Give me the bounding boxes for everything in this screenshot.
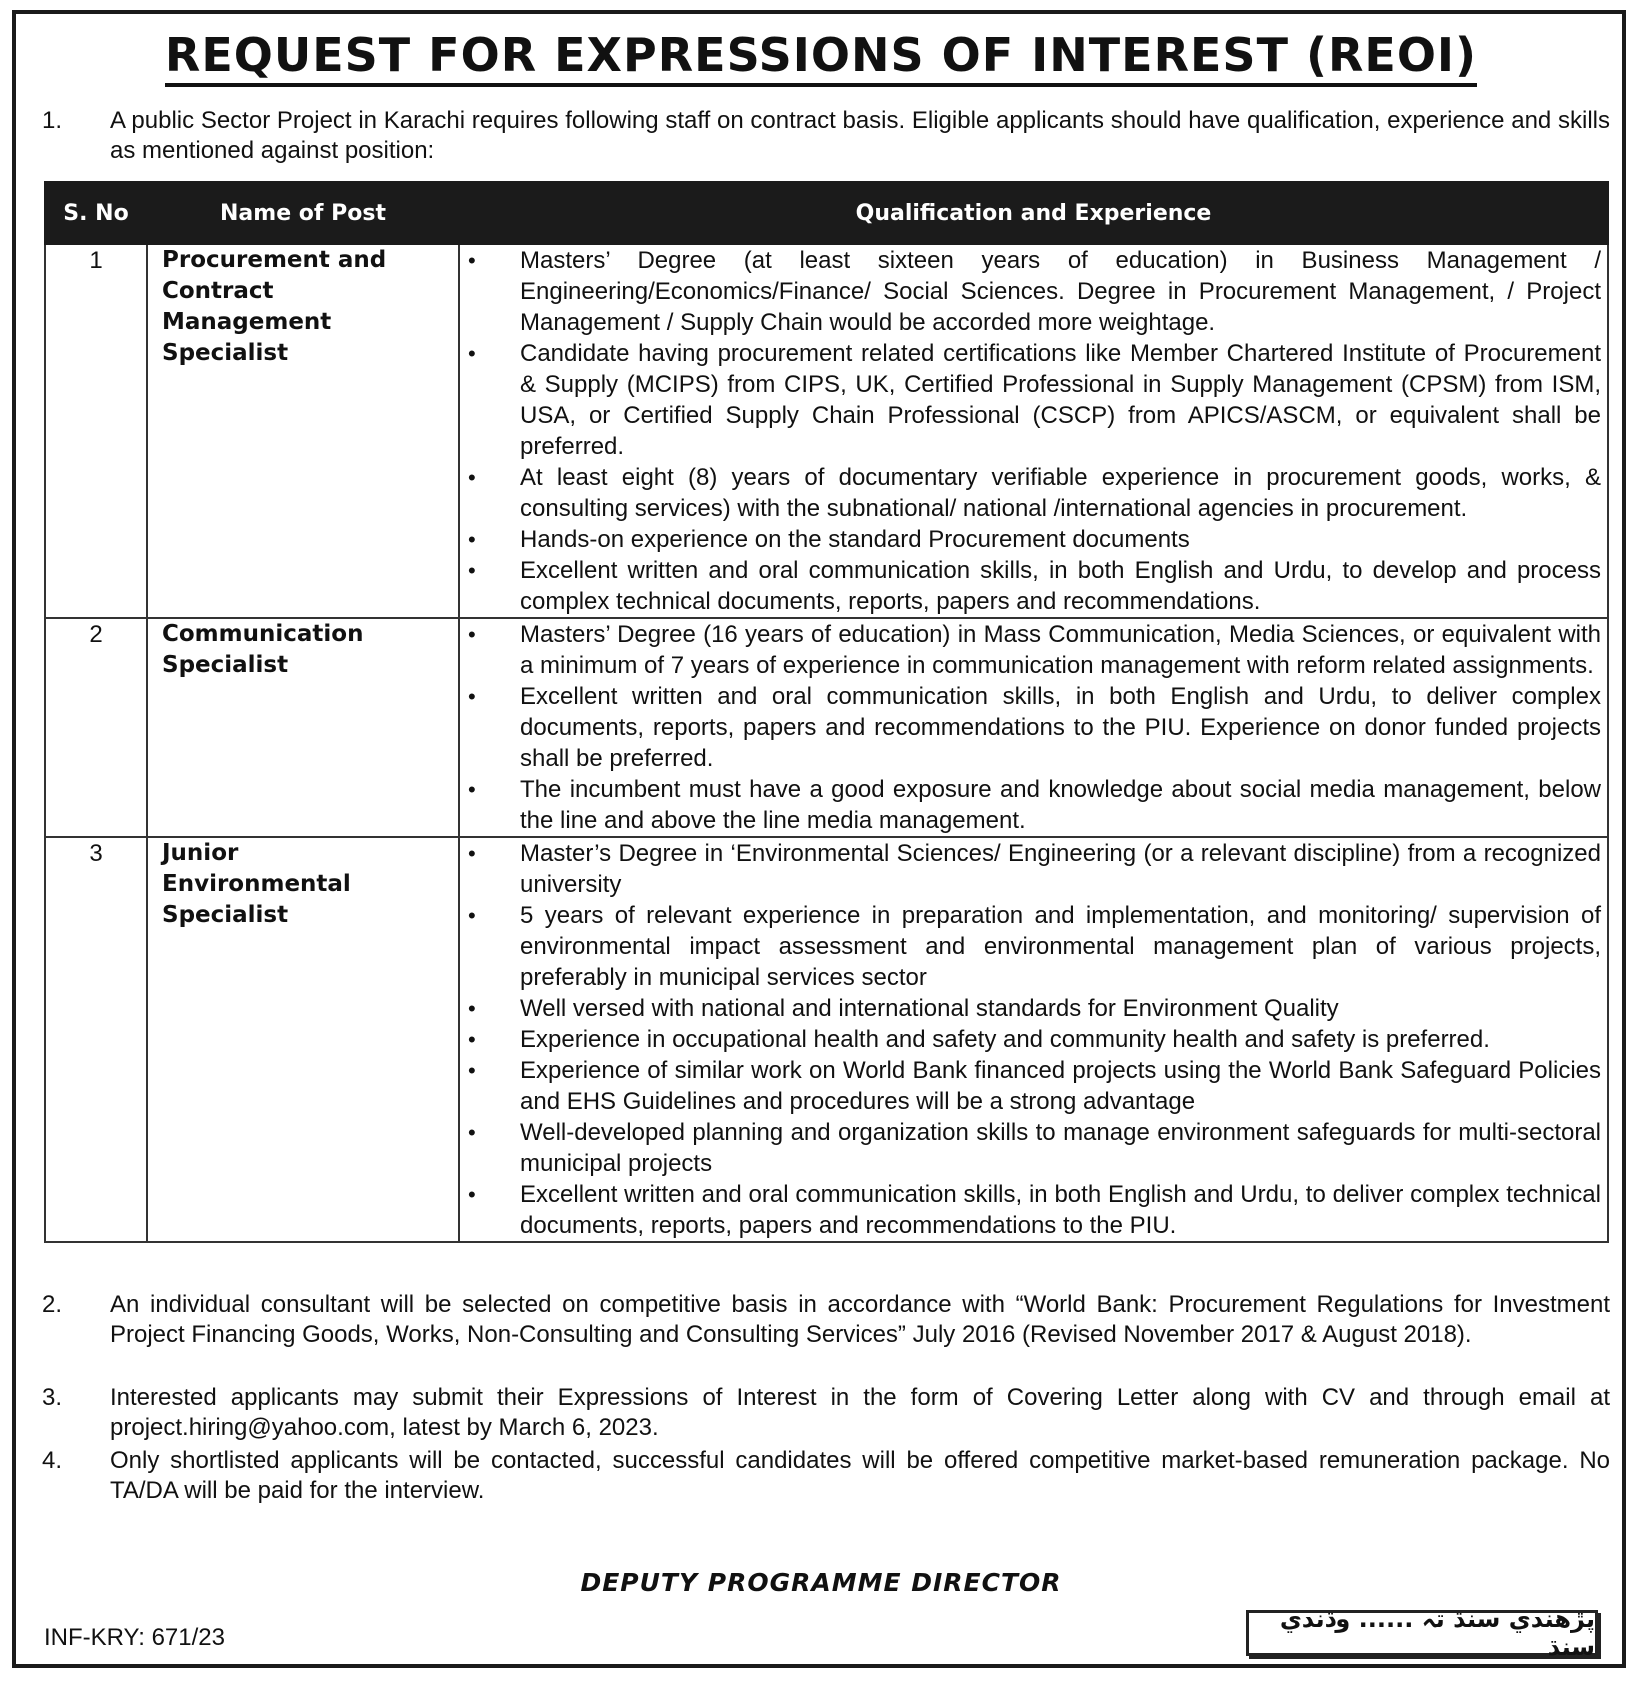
row-qualifications	[459, 837, 1608, 1242]
qualification-list	[460, 838, 1601, 1241]
paragraph-2	[42, 1290, 1610, 1350]
qualification-item: • Well versed with national and international standards for Environment Quality	[460, 993, 1601, 1024]
positions-table	[44, 181, 1609, 1243]
row-post-name: Junior Environmental Specialist	[147, 837, 459, 1242]
qualification-item: • Hands-on experience on the standard Procurement documents	[460, 524, 1601, 555]
paragraph-text: Interested applicants may submit their Expressions of Interest in the form of Covering Letter along with CV and through email at project.hiring@yahoo.com, latest by March 6, 2023.	[110, 1384, 1610, 1441]
qualification-item: • 5 years of relevant experience in preparation and implementation, and monitoring/ supervision of environmental impact assessment and environmental management plan of various projects, preferably in municipal services sector	[460, 900, 1601, 993]
paragraph-number: 2.	[42, 1291, 63, 1318]
paragraph-text: A public Sector Project in Karachi requires following staff on contract basis. Eligible applicants should have qualification, experience and skills as mentioned against position:	[110, 107, 1610, 164]
table-row	[45, 244, 1608, 618]
row-sno: 2	[45, 618, 147, 837]
qualification-item: • Master’s Degree in ‘Environmental Sciences/ Engineering (or a relevant discipline) from a recognized university	[460, 838, 1601, 900]
qualification-item: • Candidate having procurement related certifications like Member Chartered Institute of Procurement & Supply (MCIPS) from CIPS, UK, Certified Professional in Supply Management (CPSM) from ISM, USA, or Certified Supply Chain Professional (CSCP) from APICS/ASCM, or equivalent shall be preferred.	[460, 338, 1601, 462]
reference-number: INF-KRY: 671/23	[44, 1624, 225, 1651]
paragraph-4	[42, 1446, 1610, 1506]
row-post-name: Communication Specialist	[147, 618, 459, 837]
paragraph-text: Only shortlisted applicants will be contacted, successful candidates will be offered competitive market-based remuneration package. No TA/DA will be paid for the interview.	[110, 1447, 1610, 1504]
slogan-stamp: پڙهندي سنڌ تہ ...... وڌندي سنڌ	[1246, 1610, 1598, 1656]
table-row	[45, 837, 1608, 1242]
row-sno: 1	[45, 244, 147, 618]
paragraph-3	[42, 1383, 1610, 1443]
row-post-name: Procurement and Contract Management Specialist	[147, 244, 459, 618]
signatory: DEPUTY PROGRAMME DIRECTOR	[580, 1568, 1062, 1597]
paragraph-text: An individual consultant will be selected on competitive basis in accordance with “World Bank: Procurement Regulations for Investment Project Financing Goods, Works, Non-Consulting and Consulting Services” July 2016 (Revised November 2017 & August 2018).	[110, 1291, 1610, 1348]
paragraph-number: 3.	[42, 1384, 63, 1411]
qualification-item: • Excellent written and oral communication skills, in both English and Urdu, to deliver complex documents, reports, papers and recommendations to the PIU. Experience on donor funded projects shall be preferred.	[460, 681, 1601, 774]
qualification-list	[460, 619, 1601, 836]
intro-paragraph	[42, 106, 1610, 166]
row-qualifications	[459, 244, 1608, 618]
qualification-item: • Experience of similar work on World Bank financed projects using the World Bank Safeguard Policies and EHS Guidelines and procedures will be a strong advantage	[460, 1055, 1601, 1117]
qualification-item: • Masters’ Degree (at least sixteen years of education) in Business Management / Engineering/Economics/Finance/ Social Sciences. Degree in Procurement Management, / Project Management / Supply Chain would be accorded more weightage.	[460, 245, 1601, 338]
qualification-item: • The incumbent must have a good exposure and knowledge about social media management, below the line and above the line media management.	[460, 774, 1601, 836]
header-qualification: Qualification and Experience	[459, 182, 1608, 244]
qualification-item: • Experience in occupational health and safety and community health and safety is preferred.	[460, 1024, 1601, 1055]
page-title: REQUEST FOR EXPRESSIONS OF INTEREST (REOI)	[0, 28, 1642, 82]
qualification-item: • Masters’ Degree (16 years of education) in Mass Communication, Media Sciences, or equivalent with a minimum of 7 years of experience in communication management with reform related assignments.	[460, 619, 1601, 681]
header-post: Name of Post	[147, 182, 459, 244]
row-qualifications	[459, 618, 1608, 837]
qualification-item: • Well-developed planning and organization skills to manage environment safeguards for multi-sectoral municipal projects	[460, 1117, 1601, 1179]
paragraph-number: 1.	[42, 107, 63, 134]
row-sno: 3	[45, 837, 147, 1242]
table-header-row	[45, 182, 1608, 244]
qualification-list	[460, 245, 1601, 617]
table-row	[45, 618, 1608, 837]
table-body	[45, 244, 1608, 1242]
paragraph-number: 4.	[42, 1447, 63, 1474]
qualification-item: • Excellent written and oral communication skills, in both English and Urdu, to develop and process complex technical documents, reports, papers and recommendations.	[460, 555, 1601, 617]
header-sno: S. No	[45, 182, 147, 244]
qualification-item: • At least eight (8) years of documentary verifiable experience in procurement goods, works, & consulting services) with the subnational/ national /international agencies in procurement.	[460, 462, 1601, 524]
qualification-item: • Excellent written and oral communication skills, in both English and Urdu, to deliver complex technical documents, reports, papers and recommendations to the PIU.	[460, 1179, 1601, 1241]
